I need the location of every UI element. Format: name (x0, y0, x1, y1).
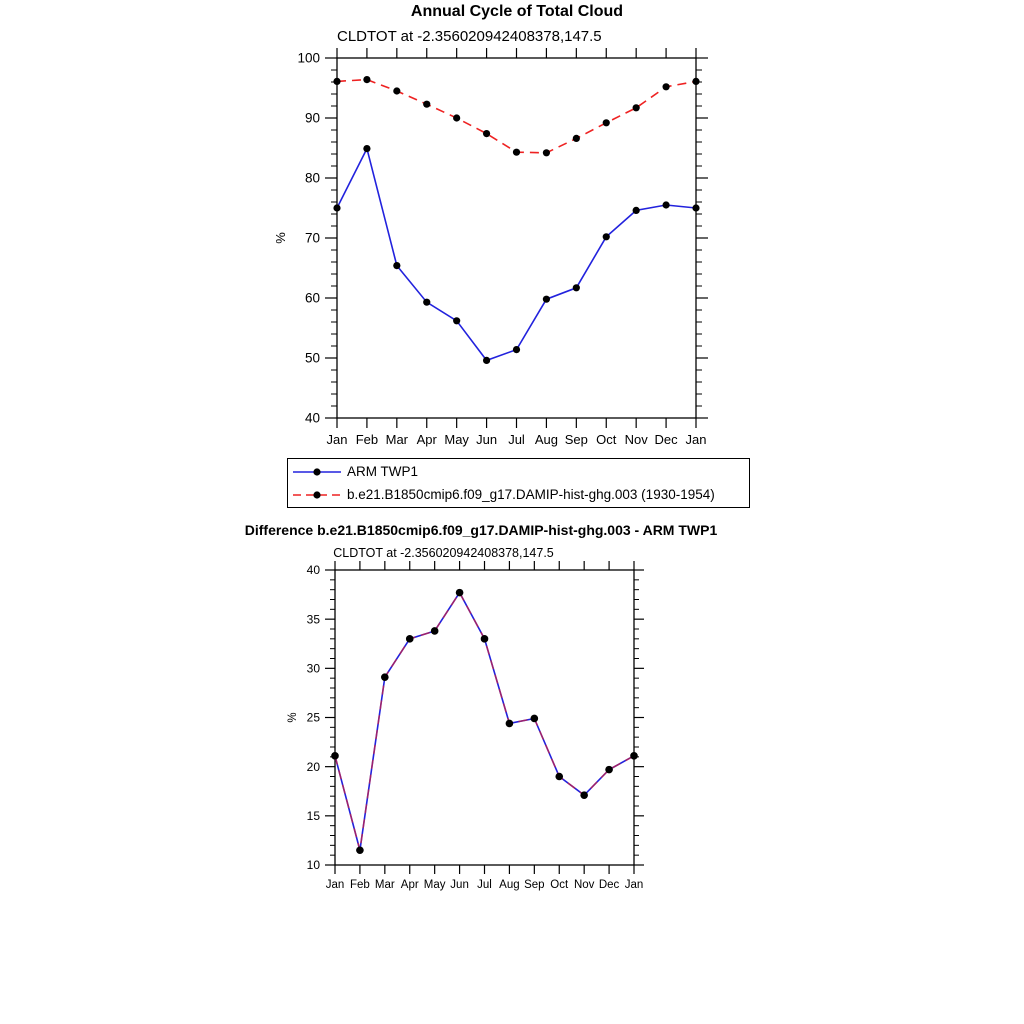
svg-text:Mar: Mar (374, 879, 395, 891)
chart1-subtitle: CLDTOT at -2.356020942408378,147.5 (337, 28, 602, 45)
chart2-subtitle: CLDTOT at -2.356020942408378,147.5 (333, 546, 554, 560)
legend-line-sample-solid-icon (291, 465, 343, 479)
svg-text:Oct: Oct (596, 432, 617, 447)
svg-text:Jan: Jan (326, 432, 348, 447)
chart1-title: Annual Cycle of Total Cloud (410, 3, 624, 20)
svg-text:80: 80 (304, 170, 320, 186)
svg-text:Jan: Jan (325, 879, 345, 891)
svg-text:Nov: Nov (573, 879, 595, 891)
svg-text:Dec: Dec (598, 879, 620, 891)
svg-text:Jul: Jul (508, 432, 525, 447)
legend-label-model: b.e21.B1850cmip6.f09_g17.DAMIP-hist-ghg.003 (1930-1954) (347, 487, 715, 502)
svg-text:10: 10 (306, 858, 320, 873)
svg-text:Feb: Feb (355, 432, 379, 447)
svg-text:90: 90 (304, 110, 320, 126)
legend-entry-model (291, 483, 749, 506)
svg-text:35: 35 (306, 612, 320, 627)
svg-text:%: % (287, 712, 299, 723)
svg-text:Jul: Jul (477, 879, 492, 891)
chart2-plot-area (275, 553, 715, 905)
svg-text:Jan: Jan (624, 879, 644, 891)
svg-text:50: 50 (304, 350, 320, 366)
svg-text:Dec: Dec (654, 432, 678, 447)
svg-text:Mar: Mar (385, 432, 409, 447)
legend-line-sample-dashed-icon (291, 488, 343, 502)
legend-label-arm-twp1: ARM TWP1 (347, 464, 419, 479)
svg-text:40: 40 (306, 563, 320, 578)
svg-text:Aug: Aug (534, 432, 558, 447)
svg-text:Sep: Sep (524, 879, 545, 891)
chart1-legend (287, 458, 750, 508)
svg-text:Feb: Feb (350, 879, 370, 891)
svg-text:%: % (273, 232, 288, 244)
svg-text:40: 40 (304, 410, 320, 426)
svg-text:Sep: Sep (564, 432, 588, 447)
svg-text:Jan: Jan (685, 432, 707, 447)
svg-text:60: 60 (304, 290, 320, 306)
svg-text:Apr: Apr (416, 432, 437, 447)
svg-text:15: 15 (306, 809, 320, 824)
svg-text:Apr: Apr (400, 879, 419, 891)
svg-text:30: 30 (306, 661, 320, 676)
svg-text:May: May (423, 879, 446, 891)
svg-text:70: 70 (304, 230, 320, 246)
chart1-plot-area (265, 44, 785, 460)
svg-text:Nov: Nov (624, 432, 648, 447)
chart2-title: Difference b.e21.B1850cmip6.f09_g17.DAMIP-hist-ghg.003 - ARM TWP1 (244, 522, 718, 538)
svg-text:Jun: Jun (476, 432, 498, 447)
legend-entry-arm-twp1 (291, 460, 749, 483)
svg-text:Aug: Aug (499, 879, 520, 891)
svg-text:20: 20 (306, 759, 320, 774)
svg-text:Oct: Oct (550, 879, 569, 891)
svg-text:25: 25 (306, 710, 320, 725)
svg-text:Jun: Jun (450, 879, 469, 891)
svg-text:100: 100 (297, 50, 320, 66)
svg-text:May: May (444, 432, 469, 447)
